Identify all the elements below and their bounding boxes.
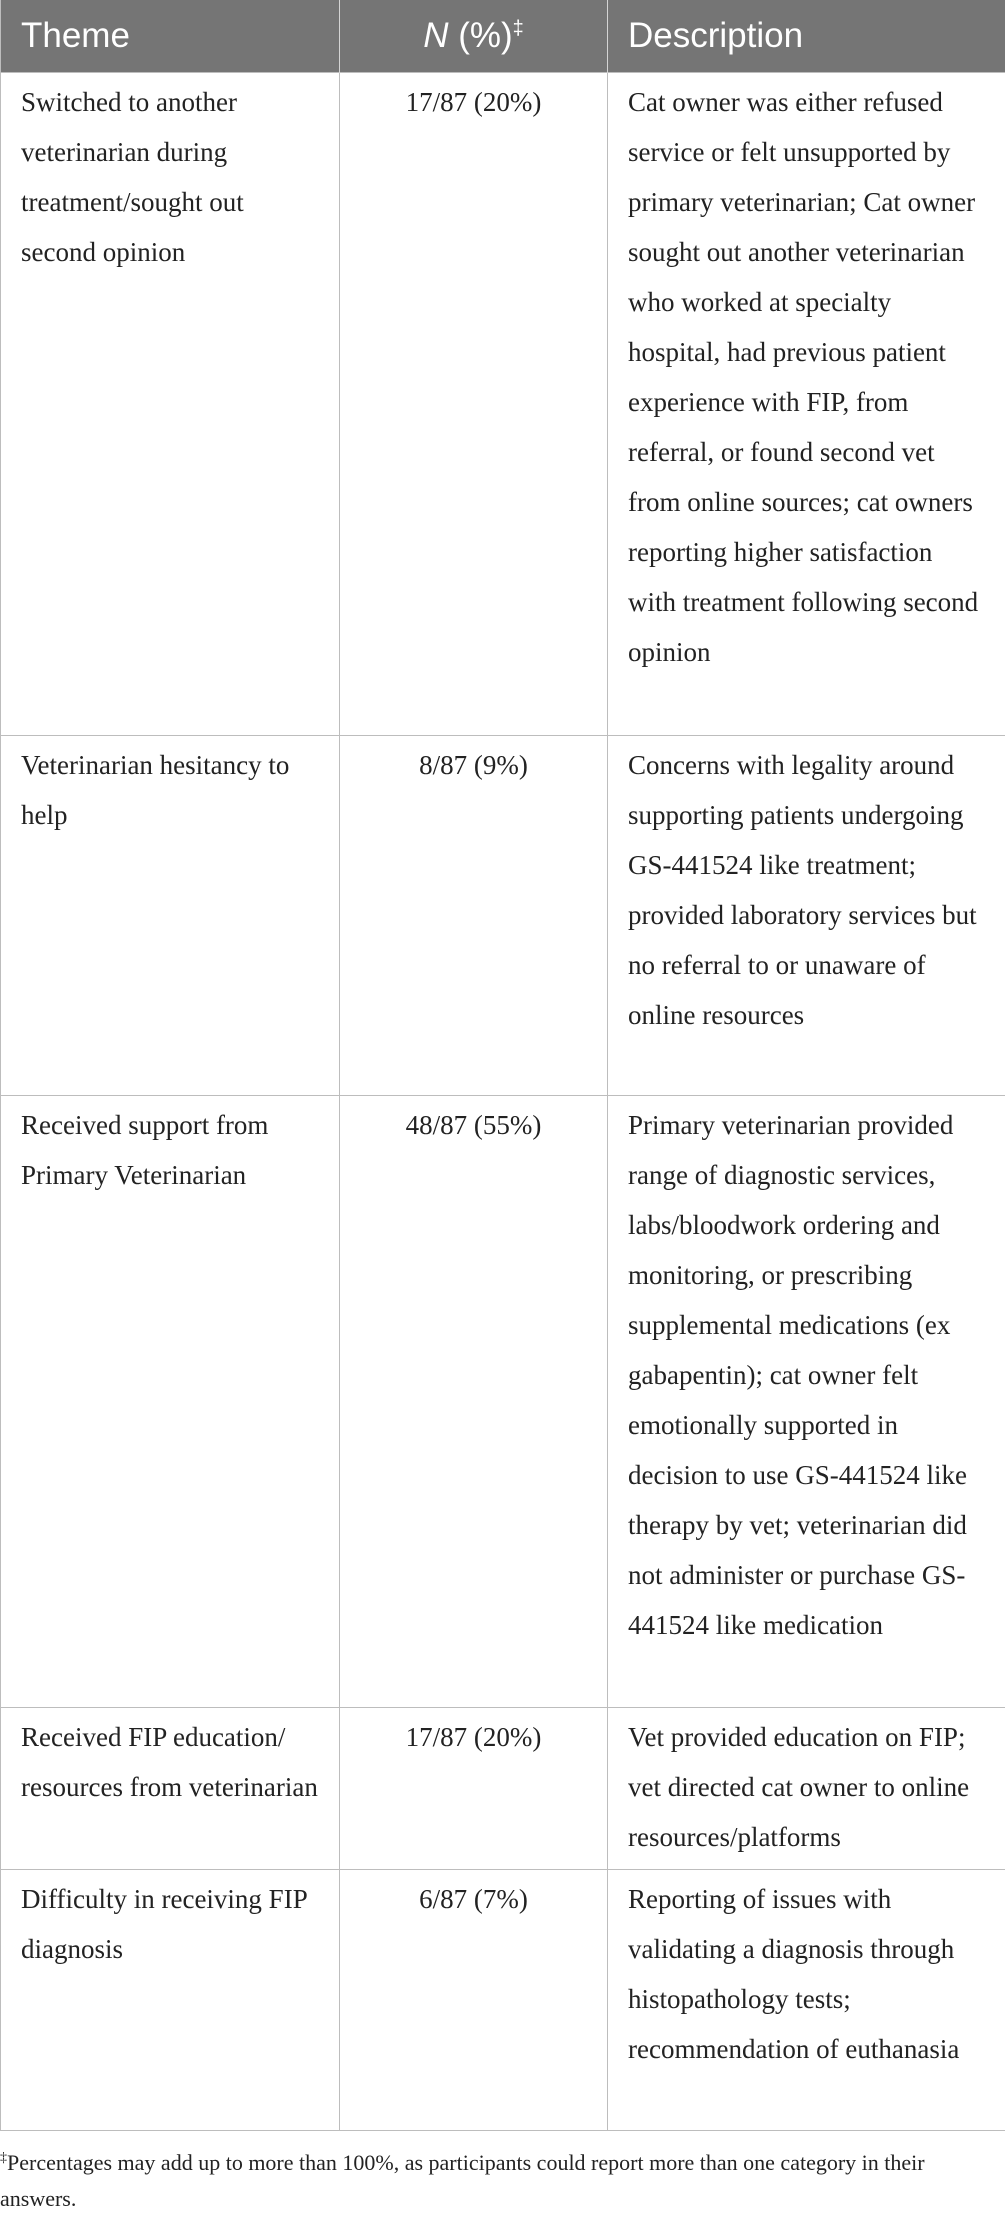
cell-theme: Switched to another veterinarian during treatment/sought out second opinion: [1, 73, 340, 736]
footnote-text: Percentages may add up to more than 100%, as participants could report more than one category in their answers.: [0, 2150, 925, 2211]
table-row: [1, 73, 1005, 736]
header-theme: Theme: [1, 0, 340, 73]
table-row: [1, 1096, 1005, 1708]
cell-theme: Received FIP education/ resources from veterinarian: [1, 1708, 340, 1870]
header-dagger: ‡: [512, 17, 524, 40]
header-n-rest: (%): [448, 16, 513, 55]
cell-description: Primary veterinarian provided range of diagnostic services, labs/bloodwork ordering and monitoring, or prescribing supplemental medications (ex gabapentin); cat owner felt emotionally supported in decision to use GS-441524 like therapy by vet; veterinarian did not administer or purchase GS-441524 like medication: [608, 1096, 1005, 1708]
cell-theme: Veterinarian hesitancy to help: [1, 736, 340, 1096]
table-row: [1, 1708, 1005, 1870]
cell-description: Vet provided education on FIP; vet directed cat owner to online resources/platforms: [608, 1708, 1005, 1870]
cell-n: 6/87 (7%): [340, 1870, 608, 2131]
footnote-marker: ‡: [0, 2150, 7, 2166]
header-n-italic: N: [423, 16, 449, 55]
cell-n: 17/87 (20%): [340, 1708, 608, 1870]
table-row: [1, 736, 1005, 1096]
cell-description: Reporting of issues with validating a diagnosis through histopathology tests; recommendation of euthanasia: [608, 1870, 1005, 2131]
cell-theme: Difficulty in receiving FIP diagnosis: [1, 1870, 340, 2131]
cell-theme: Received support from Primary Veterinarian: [1, 1096, 340, 1708]
table-row: [1, 1870, 1005, 2131]
table-body: [1, 73, 1005, 2131]
cell-n: 8/87 (9%): [340, 736, 608, 1096]
table-footnote: [0, 2131, 1005, 2217]
header-row: [1, 0, 1005, 73]
cell-description: Concerns with legality around supporting patients undergoing GS-441524 like treatment; provided laboratory services but no referral to or unaware of online resources: [608, 736, 1005, 1096]
cell-n: 17/87 (20%): [340, 73, 608, 736]
header-n-percent: [340, 0, 608, 73]
cell-n: 48/87 (55%): [340, 1096, 608, 1708]
header-description: Description: [608, 0, 1005, 73]
cell-description: Cat owner was either refused service or felt unsupported by primary veterinarian; Cat owner sought out another veterinarian who worked at specialty hospital, had previous patient experience with FIP, from referral, or found second vet from online sources; cat owners reporting higher satisfaction with treatment following second opinion: [608, 73, 1005, 736]
table-header: [1, 0, 1005, 73]
